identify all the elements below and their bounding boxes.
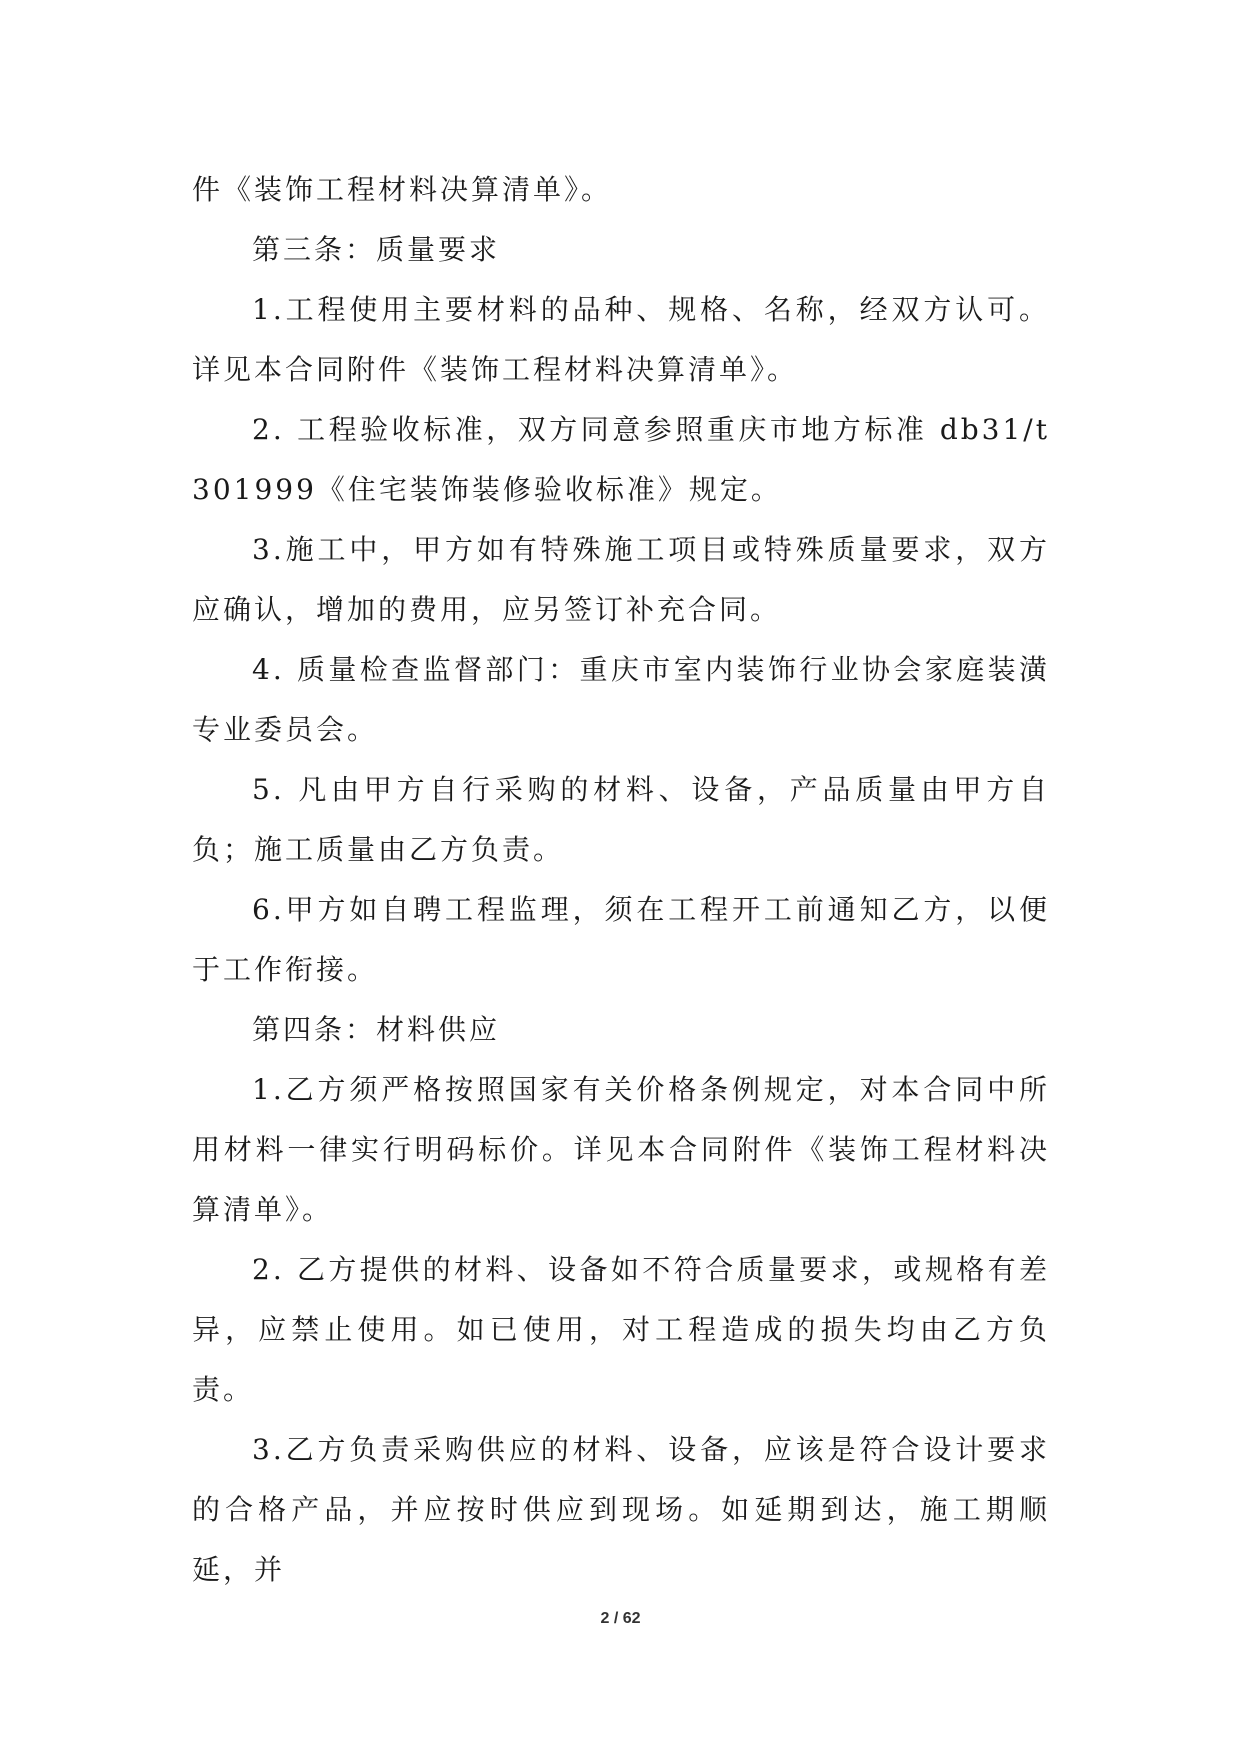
- paragraph: 4. 质量检查监督部门：重庆市室内装饰行业协会家庭装潢专业委员会。: [192, 653, 1050, 746]
- paragraph: 6.甲方如自聘工程监理，须在工程开工前通知乙方，以便于工作衔接。: [192, 893, 1050, 986]
- section-heading: 第三条：质量要求: [252, 233, 501, 266]
- document-body: [192, 160, 1050, 1600]
- paragraph: 1.工程使用主要材料的品种、规格、名称，经双方认可。详见本合同附件《装饰工程材料决算清单》。: [192, 293, 1050, 386]
- paragraph: 件《装饰工程材料决算清单》。: [192, 173, 613, 206]
- paragraph: 3.施工中，甲方如有特殊施工项目或特殊质量要求，双方应确认，增加的费用，应另签订补充合同。: [192, 533, 1050, 626]
- paragraph: 2. 乙方提供的材料、设备如不符合质量要求，或规格有差异，应禁止使用。如已使用，对工程造成的损失均由乙方负责。: [192, 1253, 1050, 1406]
- paragraph: 1.乙方须严格按照国家有关价格条例规定，对本合同中所用材料一律实行明码标价。详见本合同附件《装饰工程材料决算清单》。: [192, 1073, 1050, 1226]
- paragraph: 3.乙方负责采购供应的材料、设备，应该是符合设计要求的合格产品，并应按时供应到现场。如延期到达，施工期顺延，并: [192, 1433, 1050, 1586]
- paragraph: 5. 凡由甲方自行采购的材料、设备，产品质量由甲方自负；施工质量由乙方负责。: [192, 773, 1050, 866]
- page-number: 2 / 62: [600, 1610, 641, 1627]
- section-heading: 第四条：材料供应: [252, 1013, 501, 1046]
- paragraph: 2. 工程验收标准，双方同意参照重庆市地方标准 db31/t301999《住宅装饰装修验收标准》规定。: [192, 413, 1050, 506]
